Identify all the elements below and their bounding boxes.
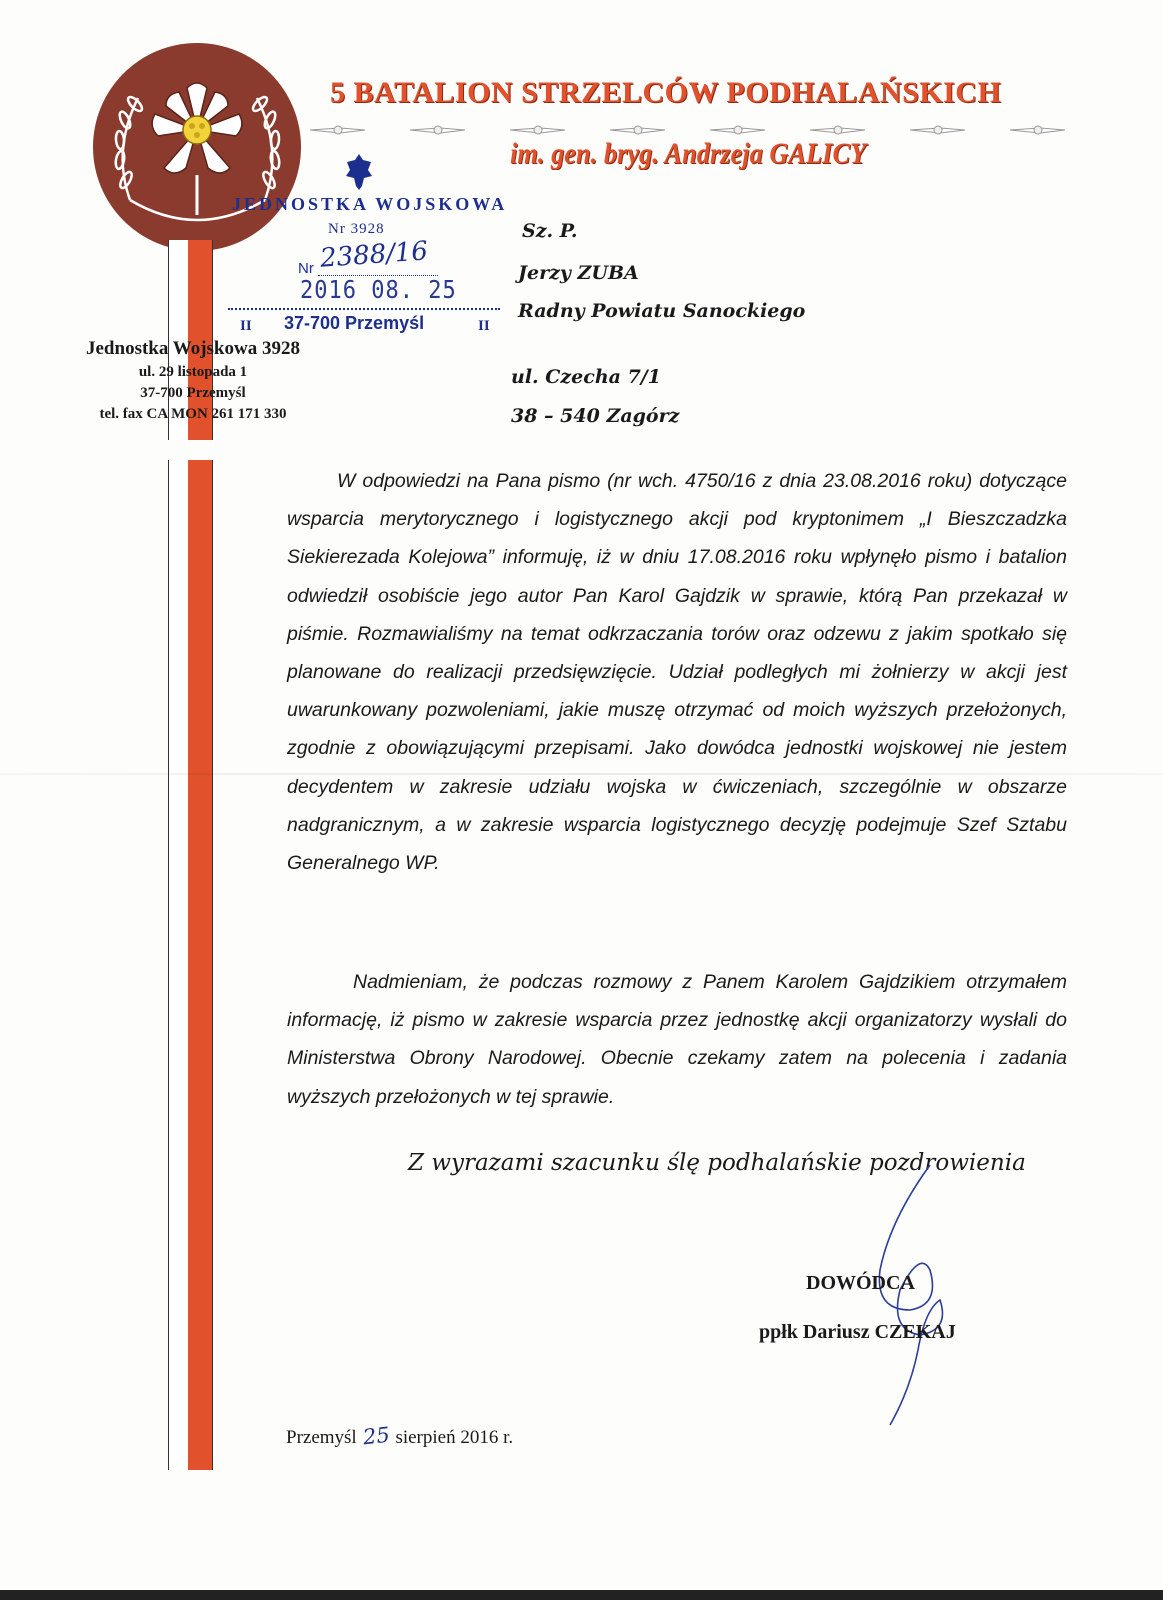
sender-phone: tel. fax CA MON 261 171 330 — [99, 406, 287, 422]
signature-name: ppłk Dariusz CZEKAJ — [759, 1321, 956, 1343]
stamp-mark-right: II — [478, 318, 490, 334]
stamp-number: Nr 3928 — [328, 221, 385, 237]
recipient-name: Jerzy ZUBA — [518, 262, 639, 284]
stamp-nr-value: 2388/16 — [319, 236, 429, 274]
scan-edge — [0, 1590, 1163, 1600]
place-date — [286, 1424, 513, 1449]
sender-address — [40, 338, 346, 425]
stamp-unit: JEDNOSTKA WOJSKOWA — [232, 194, 508, 214]
body-paragraph: Nadmieniam, że podczas rozmowy z Panem Karolem Gajdzikiem otrzymałem informację, iż pismo w zakresie wsparcia przez jednostkę akcji organizatorzy wysłali do Ministerstwa Obrony Narodowej. Obecnie czekamy zatem na polecenia i zadania wyższych przełożonych w tej sprawie. — [287, 971, 1067, 1108]
stamp-mark-left: II — [240, 318, 252, 334]
recipient-role: Radny Powiatu Sanockiego — [518, 300, 806, 322]
sender-name: Jednostka Wojskowa 3928 — [86, 338, 300, 359]
stamp-dotted-line — [228, 308, 500, 310]
sender-street: ul. 29 listopada 1 — [138, 364, 248, 380]
place-day: 25 — [361, 1422, 391, 1450]
closing-greeting: Z wyrazami szacunku ślę podhalańskie pozdrowienia — [408, 1150, 1026, 1176]
flag-stripe-edge — [212, 460, 213, 1470]
paper-fold — [0, 773, 1163, 775]
flag-stripe-red — [188, 460, 212, 1470]
stamp-date: 2016 08. 25 — [300, 276, 457, 305]
flag-stripe-white — [168, 460, 189, 1470]
place-rest: sierpień 2016 r. — [395, 1427, 514, 1448]
stamp-nr-label: Nr — [298, 260, 314, 277]
recipient-salutation: Sz. P. — [522, 220, 578, 242]
signature-title: DOWÓDCA — [806, 1272, 915, 1294]
place-city: Przemyśl — [286, 1427, 357, 1448]
edelweiss-emblem-icon — [90, 40, 305, 255]
recipient-street: ul. Czecha 7/1 — [511, 366, 661, 388]
body-paragraph: W odpowiedzi na Pana pismo (nr wch. 4750/16 z dnia 23.08.2016 roku) dotyczące wsparcia merytorycznego i logistycznego akcji pod kryptonimem „I Bieszczadzka Siekierezada Kolejowa” informuję, iż w dniu 17.08.2016 roku wpłynęło pismo i batalion odwiedził osobiście jego autor Pan Karol Gajdzik w sprawie, którą Pan przekazał w piśmie. Rozmawialiśmy na temat odkrzaczania torów oraz odzewu z jakim spotkało się planowane do realizacji przedsięwzięcie. Udział podległych mi żołnierzy w akcji jest uwarunkowany pozwoleniami, jakie muszę otrzymać od moich wyższych przełożonych, zgodnie z obowiązującymi przepisami. Jako dowódca jednostki wojskowej nie jestem decydentem w zakresie udziału wojska w ćwiczeniach, szczególnie w obszarze nadgranicznym, a w zakresie wsparcia logistycznego decyzję podejmuje Szef Sztabu Generalnego WP. — [287, 470, 1067, 875]
eagle-icon — [344, 152, 374, 192]
sender-city: 37-700 Przemyśl — [140, 385, 246, 401]
battalion-title: 5 BATALION STRZELCÓW PODHALAŃSKICH — [330, 76, 1002, 109]
recipient-city: 38 – 540 Zagórz — [511, 405, 680, 427]
stamp-city: 37-700 Przemyśl — [284, 313, 425, 333]
handwritten-signature — [830, 1160, 970, 1430]
battalion-patron: im. gen. bryg. Andrzeja GALICY — [510, 137, 867, 170]
